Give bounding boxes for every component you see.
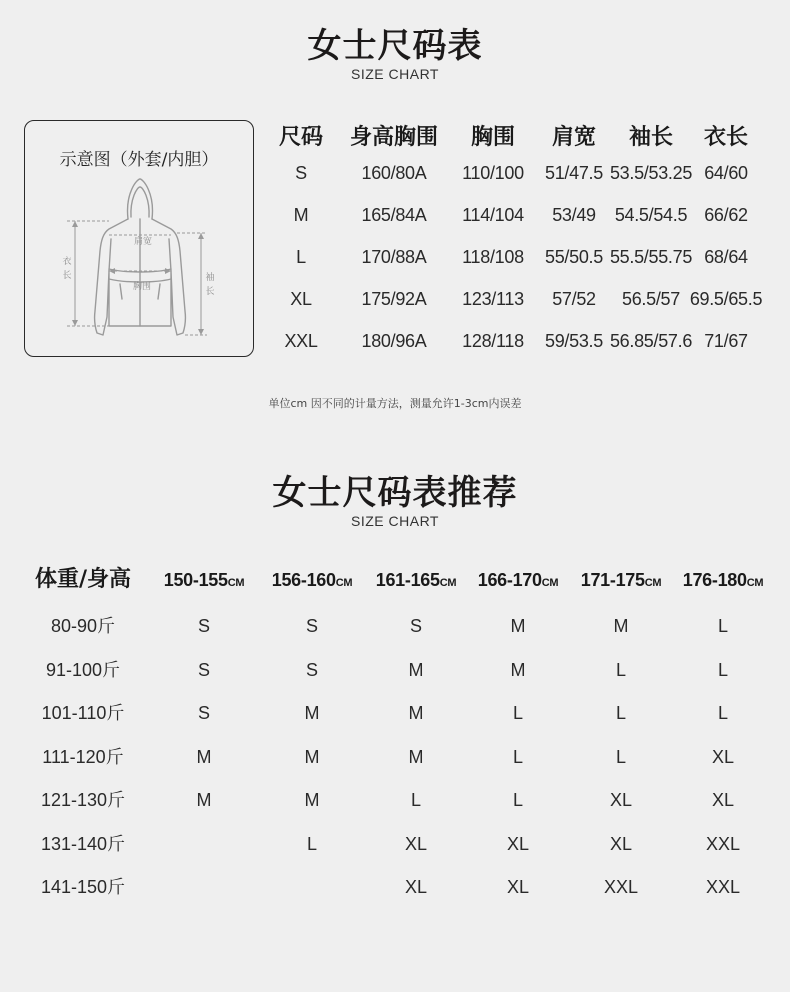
header-height-range	[152, 560, 256, 600]
cell-shoulder: 53/49	[552, 205, 596, 225]
cell-weight: 101-110斤	[41, 703, 125, 723]
cell-sleeve: 56.5/57	[622, 289, 680, 309]
cell-recommended-size	[260, 867, 364, 907]
cell-recommended-size: XL	[711, 746, 735, 767]
cell-sleeve: 54.5/54.5	[614, 205, 688, 225]
header-shoulder: 肩宽	[551, 125, 596, 150]
header-height-range	[260, 560, 364, 600]
recommend-title: 女士尺码表推荐	[272, 473, 518, 513]
height-unit: CM	[335, 577, 353, 589]
recommend-table-row	[0, 867, 790, 907]
chest-label: 胸围	[132, 282, 152, 292]
cell-recommended-size: XL	[506, 833, 530, 854]
cell-length: 68/64	[704, 247, 748, 267]
cell-height-chest: 165/84A	[361, 205, 427, 225]
size-table-row	[266, 195, 776, 235]
cell-length: 66/62	[704, 205, 748, 225]
cell-recommended-size: L	[615, 659, 626, 680]
cell-recommended-size: L	[410, 790, 421, 810]
height-unit: CM	[227, 577, 245, 589]
cell-recommended-size: M	[408, 659, 424, 680]
cell-shoulder: 55/50.5	[545, 247, 603, 267]
cell-recommended-size: XL	[711, 790, 735, 810]
cell-height-chest: 180/96A	[361, 331, 427, 351]
height-range: 176-180	[682, 570, 747, 590]
height-range: 161-165	[375, 570, 440, 590]
cell-sleeve: 56.85/57.6	[609, 331, 693, 351]
cell-recommended-size: M	[408, 703, 424, 723]
height-range: 171-175	[580, 570, 645, 590]
cell-length: 69.5/65.5	[689, 289, 763, 309]
cell-recommended-size: XL	[609, 790, 633, 810]
cell-chest: 110/100	[462, 163, 524, 183]
size-table-row	[266, 237, 776, 277]
recommend-table-row	[0, 824, 790, 864]
cell-recommended-size: L	[306, 833, 317, 854]
header-height-range	[466, 560, 570, 600]
cell-weight: 111-120斤	[42, 746, 124, 767]
recommend-table-row	[0, 606, 790, 646]
cell-chest: 128/118	[462, 331, 524, 351]
cell-recommended-size: XXL	[705, 833, 741, 854]
size-table-row	[266, 153, 776, 193]
cell-shoulder: 59/53.5	[545, 331, 603, 351]
cell-chest: 114/104	[462, 205, 524, 225]
cell-weight: 131-140斤	[40, 833, 126, 854]
cell-size: XL	[290, 289, 312, 309]
cell-chest: 118/108	[462, 247, 524, 267]
cell-recommended-size: L	[512, 746, 523, 767]
cell-recommended-size: M	[510, 616, 526, 636]
height-unit: CM	[746, 577, 764, 589]
height-range: 166-170	[477, 570, 542, 590]
cell-recommended-size: L	[615, 703, 626, 723]
header-length: 衣长	[703, 125, 748, 150]
size-chart-subtitle: SIZE CHART	[351, 66, 439, 82]
cell-recommended-size: XL	[609, 833, 633, 854]
recommend-table-row	[0, 693, 790, 733]
size-table-row	[266, 321, 776, 361]
cell-recommended-size: M	[304, 790, 320, 810]
cell-shoulder: 51/47.5	[545, 163, 603, 183]
cell-recommended-size: M	[304, 746, 320, 767]
cell-sleeve: 53.5/53.25	[609, 163, 693, 183]
cell-size: XXL	[284, 331, 318, 351]
cell-recommended-size: M	[196, 790, 212, 810]
header-chest: 胸围	[470, 125, 515, 150]
header-sleeve: 袖长	[628, 125, 673, 150]
cell-recommended-size: S	[305, 616, 318, 636]
cell-recommended-size: M	[408, 746, 424, 767]
header-weight-height: 体重/身高	[34, 567, 132, 592]
cell-recommended-size: XL	[404, 877, 428, 897]
cell-recommended-size: XL	[506, 877, 530, 897]
cell-recommended-size: XL	[404, 833, 428, 854]
header-height-chest: 身高胸围	[349, 125, 438, 150]
header-size: 尺码	[278, 125, 323, 150]
cell-height-chest: 175/92A	[361, 289, 427, 309]
cell-recommended-size: L	[512, 790, 523, 810]
recommend-subtitle: SIZE CHART	[351, 513, 439, 529]
cell-recommended-size: XXL	[603, 877, 639, 897]
header-height-range	[569, 560, 673, 600]
cell-recommended-size: M	[613, 616, 629, 636]
size-table-row	[266, 279, 776, 319]
cell-weight: 121-130斤	[40, 790, 126, 810]
sleeve-label-top: 袖	[205, 273, 215, 283]
sleeve-label-bottom: 长	[205, 287, 215, 297]
cell-chest: 123/113	[462, 289, 524, 309]
cell-length: 71/67	[704, 331, 748, 351]
height-unit: CM	[541, 577, 559, 589]
size-table-header	[266, 118, 776, 158]
length-label-bottom: 长	[62, 271, 72, 281]
cell-recommended-size: XXL	[705, 877, 741, 897]
cell-recommended-size: S	[197, 616, 210, 636]
length-label-top: 衣	[62, 257, 72, 267]
cell-recommended-size: M	[196, 746, 212, 767]
cell-sleeve: 55.5/55.75	[609, 247, 693, 267]
cell-recommended-size: S	[409, 616, 422, 636]
cell-height-chest: 160/80A	[361, 163, 427, 183]
cell-recommended-size: L	[717, 616, 728, 636]
recommend-table-row	[0, 780, 790, 820]
header-height-range	[364, 560, 468, 600]
cell-recommended-size: L	[717, 703, 728, 723]
height-range: 156-160	[271, 570, 336, 590]
height-unit: CM	[644, 577, 662, 589]
shoulder-label: 肩宽	[133, 237, 153, 247]
cell-height-chest: 170/88A	[361, 247, 427, 267]
cell-recommended-size	[152, 824, 256, 864]
diagram-caption: 示意图（外套/内胆）	[59, 150, 219, 170]
cell-recommended-size: S	[197, 659, 210, 680]
cell-recommended-size: M	[304, 703, 320, 723]
cell-recommended-size: S	[197, 703, 210, 723]
jacket-diagram-icon	[25, 121, 255, 358]
recommend-table-header	[0, 560, 790, 600]
cell-recommended-size: M	[510, 659, 526, 680]
header-height-range	[671, 560, 775, 600]
cell-size: L	[296, 247, 306, 267]
cell-weight: 91-100斤	[45, 659, 121, 680]
recommend-table-row	[0, 650, 790, 690]
cell-length: 64/60	[704, 163, 748, 183]
cell-recommended-size: L	[717, 659, 728, 680]
cell-weight: 80-90斤	[50, 616, 116, 636]
recommend-table-row	[0, 737, 790, 777]
cell-recommended-size: L	[512, 703, 523, 723]
height-unit: CM	[439, 577, 457, 589]
diagram-panel	[24, 120, 254, 357]
measurement-note: 单位cm 因不同的计量方法，测量允许1-3cm内误差	[268, 397, 522, 410]
cell-weight: 141-150斤	[40, 877, 126, 897]
cell-size: S	[295, 163, 307, 183]
cell-shoulder: 57/52	[552, 289, 596, 309]
height-range: 150-155	[163, 570, 228, 590]
size-chart-title: 女士尺码表	[307, 26, 483, 66]
cell-recommended-size: S	[305, 659, 318, 680]
cell-size: M	[293, 205, 309, 225]
cell-recommended-size	[152, 867, 256, 907]
cell-recommended-size: L	[615, 746, 626, 767]
